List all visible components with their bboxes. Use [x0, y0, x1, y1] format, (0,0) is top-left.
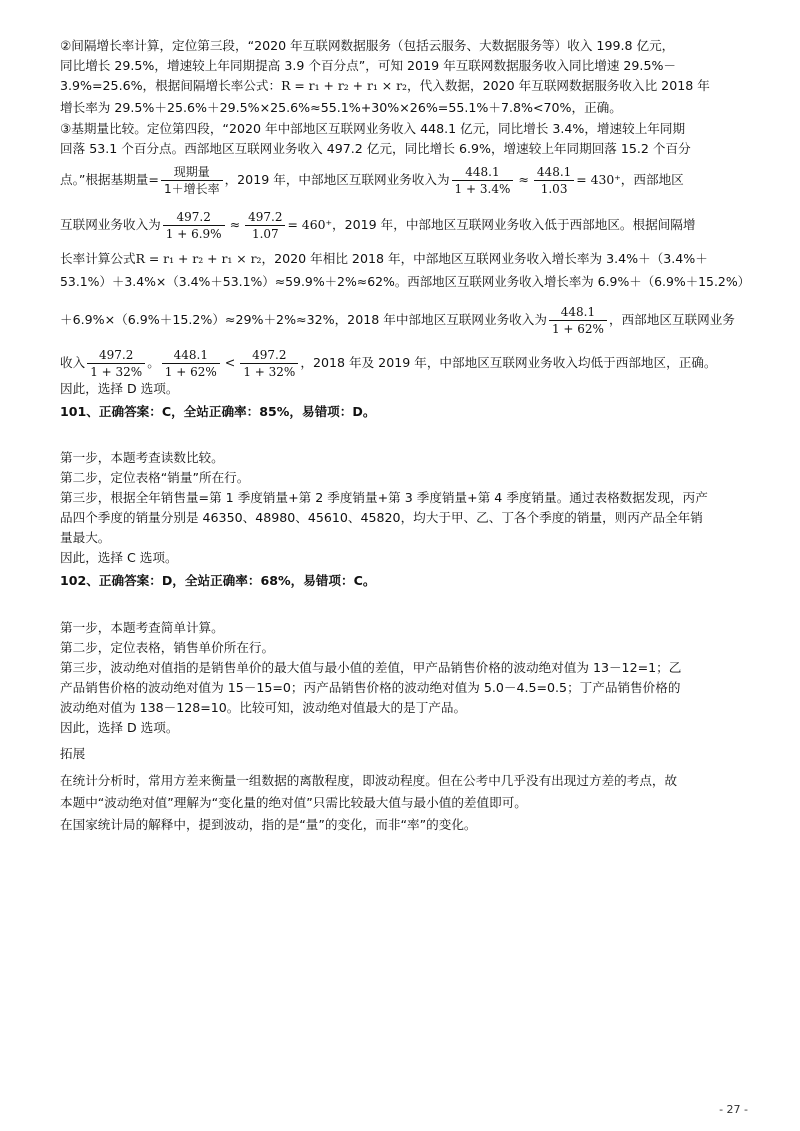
answer-header-101: 101、正确答案：C，全站正确率：85%，易错项：D。 [60, 404, 376, 419]
text-line: 品四个季度的销量分别是 46350、48980、45610、45820，均大于甲、乙、丁各个季度的销量，则丙产品全年销 [60, 510, 703, 525]
text-line: 波动绝对值为 138－128=10。比较可知，波动绝对值最大的是丁产品。 [60, 700, 467, 715]
fraction: $\frac{497.2}{1 + 6.9\%}$ [163, 210, 225, 241]
text-segment: ，2020 年相比 2018 年，中部地区互联网业务收入增长率为 3.4%＋（3.4%＋ [261, 251, 708, 266]
text-segment: 互联网业务收入为 [60, 217, 161, 232]
text-line: 产品销售价格的波动绝对值为 15－15=0；丙产品销售价格的波动绝对值为 5.0－4.5=0.5；丁产品销售价格的 [60, 680, 681, 695]
text-segment: ，西部地区 [620, 172, 684, 187]
fraction: $\frac{497.2}{1.07}$ [245, 210, 285, 241]
text-segment: ，2019 年，中部地区互联网业务收入低于西部地区。根据间隔增 [332, 217, 696, 232]
text-segment: ，西部地区互联网业务 [608, 312, 735, 327]
fraction: $\frac{448.1}{1 + 3.4\%}$ [452, 165, 514, 196]
text-line: ③基期量比较。定位第四段，“2020 年中部地区互联网业务收入 448.1 亿元，同比增长 3.4%，增速较上年同期 [60, 121, 686, 136]
text-line [60, 250, 750, 268]
text-line: 第二步，定位表格“销量”所在行。 [60, 470, 250, 485]
fraction: $\frac{448.1}{1.03}$ [534, 165, 574, 196]
page-number: - 27 - [719, 1103, 748, 1116]
result-value: = 460⁺ [287, 217, 332, 232]
fraction: $\frac{497.2}{1 + 32\%}$ [240, 348, 298, 379]
text-line: 在统计分析时，常用方差来衡量一组数据的离散程度，即波动程度。但在公考中几乎没有出现过方差的考点，故 [60, 773, 678, 788]
answer-header-102: 102、正确答案：D，全站正确率：68%，易错项：C。 [60, 573, 376, 588]
text-line: ②间隔增长率计算，定位第三段，“2020 年互联网数据服务（包括云服务、大数据服务等）收入 199.8 亿元， [60, 38, 675, 53]
text-line: 增长率为 29.5%＋25.6%＋29.5%×25.6%≈55.1%+30%×26%=55.1%＋7.8%<70%，正确。 [60, 100, 622, 115]
fraction: $\frac{448.1}{1 + 62\%}$ [549, 305, 607, 336]
text-line: 互联网业务收入为 $\frac{497.2}{1 + 6.9\%}$ ≈ $\frac{497.2}{1.07}$ = 460⁺，2019 年，中部地区互联网业务收入低于西部地区。根据间隔增 [60, 210, 696, 241]
text-line: 回落 53.1 个百分点。西部地区互联网业务收入 497.2 亿元，同比增长 6.9%，增速较上年同期回落 15.2 个百分 [60, 141, 691, 156]
text-line [60, 77, 750, 95]
text-line: 第三步，波动绝对值指的是销售单价的最大值与最小值的差值，甲产品销售价格的波动绝对值为 13－12=1；乙 [60, 660, 682, 675]
text-line: 点。”根据基期量= $\frac{\text{现期量}}{\text{1＋增长率}}$ ，2019 年，中部地区互联网业务收入为 $\frac{448.1}{1 + 3.4\%}$ ≈ $\frac{448.1}{1.03}$ = 430⁺，西部地区 [60, 165, 684, 196]
text-line: 本题中“波动绝对值”理解为“变化量的绝对值”只需比较最大值与最小值的差值即可。 [60, 795, 527, 810]
text-line [60, 300, 750, 340]
interval-growth-formula: R = r₁ + r₂ + r₁ × r₂ [281, 78, 408, 93]
base-period-formula: $\frac{\text{现期量}}{\text{1＋增长率}}$ [161, 165, 223, 196]
text-line: 第二步，定位表格，销售单价所在行。 [60, 640, 275, 655]
text-line: 因此，选择 D 选项。 [60, 381, 179, 396]
text-segment: 3.9%=25.6%，根据间隔增长率公式： [60, 78, 282, 93]
fraction: $\frac{497.2}{1 + 32\%}$ [87, 348, 145, 379]
text-line: 因此，选择 D 选项。 [60, 720, 179, 735]
result-value: = 430⁺ [576, 172, 621, 187]
extension-title: 拓展 [60, 746, 86, 761]
text-segment: ＋6.9%×（6.9%＋15.2%）≈29%＋2%≈32%，2018 年中部地区互联网业务收入为 [60, 312, 547, 327]
text-line: 量最大。 [60, 530, 111, 545]
text-segment: 点。”根据基期量= [60, 172, 159, 187]
text-line: 因此，选择 C 选项。 [60, 550, 178, 565]
text-segment: 。 [147, 355, 160, 370]
text-line: 第一步，本题考查读数比较。 [60, 450, 224, 465]
text-line: 在国家统计局的解释中，提到波动，指的是“量”的变化，而非“率”的变化。 [60, 817, 477, 832]
text-segment: 长率计算公式 [60, 251, 136, 266]
text-line: 53.1%）＋3.4%×（3.4%＋53.1%）≈59.9%＋2%≈62%。西部地区互联网业务收入增长率为 6.9%＋（6.9%＋15.2%） [60, 274, 751, 289]
text-line: 收入 $\frac{497.2}{1 + 32\%}$ 。 $\frac{448.1}{1 + 62\%}$ < $\frac{497.2}{1 + 32\%}$ ，2018 年及 2019 年，中部地区互联网业务收入均低于西部地区，正确。 [60, 348, 717, 379]
text-segment: ，代入数据，2020 年互联网数据服务收入比 2018 年 [407, 78, 710, 93]
text-segment: 收入 [60, 355, 86, 370]
text-line: 第三步，根据全年销售量=第 1 季度销量+第 2 季度销量+第 3 季度销量+第 4 季度销量。通过表格数据发现，丙产 [60, 490, 708, 505]
text-line: 同比增长 29.5%，增速较上年同期提高 3.9 个百分点”，可知 2019 年互联网数据服务收入同比增速 29.5%－ [60, 58, 677, 73]
interval-growth-formula: R = r₁ + r₂ + r₁ × r₂ [135, 251, 262, 266]
text-line: 第一步，本题考查简单计算。 [60, 620, 224, 635]
text-segment: ，2019 年，中部地区互联网业务收入为 [224, 172, 450, 187]
text-segment: ，2018 年及 2019 年，中部地区互联网业务收入均低于西部地区，正确。 [300, 355, 717, 370]
fraction: $\frac{448.1}{1 + 62\%}$ [162, 348, 220, 379]
